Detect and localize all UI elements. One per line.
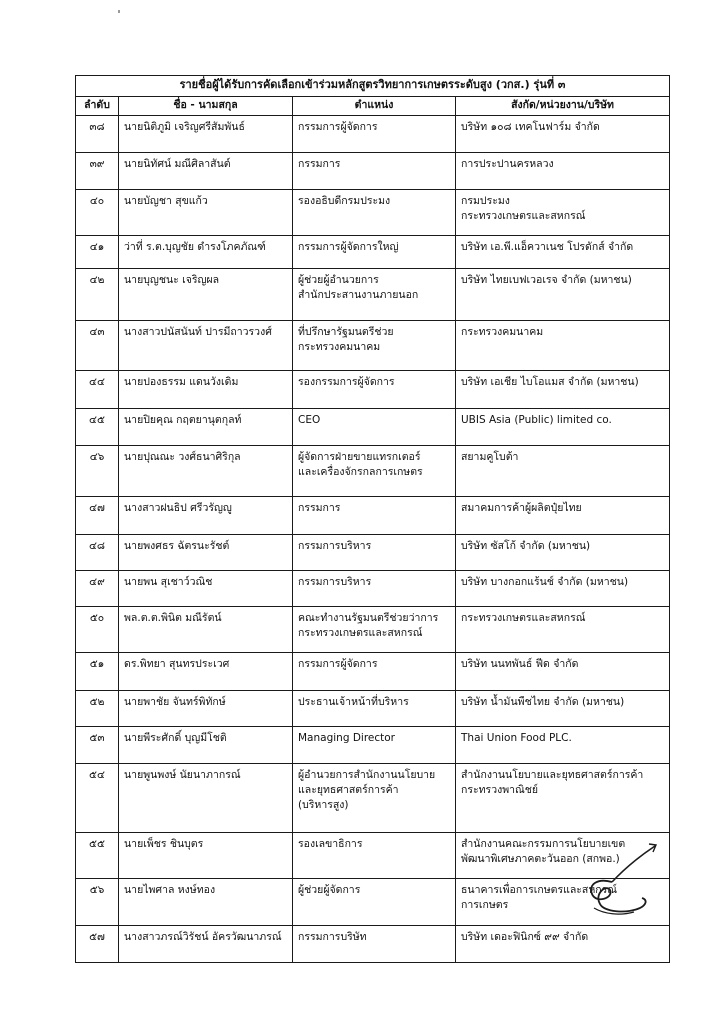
row-position bbox=[293, 153, 456, 190]
table-row bbox=[76, 446, 670, 497]
row-name: นางสาวปนัสนันท์ ปารมีถาวรวงศ์ bbox=[119, 321, 293, 371]
row-number: ๕๕ bbox=[76, 833, 119, 879]
row-name: นายพงศธร ฉัตรนะรัชต์ bbox=[119, 535, 293, 571]
organization-line: สมาคมการค้าผู้ผลิตปุ๋ยไทย bbox=[461, 502, 582, 514]
organization-line: สำนักงานคณะกรรมการนโยบายเขต bbox=[461, 838, 626, 850]
row-number: ๔๑ bbox=[76, 236, 119, 269]
position-line: ผู้ช่วยผู้จัดการ bbox=[298, 884, 361, 896]
row-organization bbox=[456, 727, 670, 764]
row-number: ๕๓ bbox=[76, 727, 119, 764]
position-line: สำนักประสานงานภายนอก bbox=[298, 289, 419, 301]
organization-line: การเกษตร bbox=[461, 899, 509, 911]
position-line: รองอธิบดีกรมประมง bbox=[298, 195, 391, 207]
row-position bbox=[293, 236, 456, 269]
row-position bbox=[293, 535, 456, 571]
row-name: นายพูนพงษ์ นัยนาภากรณ์ bbox=[119, 764, 293, 833]
row-organization bbox=[456, 269, 670, 321]
position-line: กรรมการบริหาร bbox=[298, 540, 372, 552]
organization-line: บริษัท ๑๐๘ เทคโนฟาร์ม จำกัด bbox=[461, 121, 600, 133]
row-number: ๔๕ bbox=[76, 409, 119, 446]
table-row bbox=[76, 727, 670, 764]
row-name: นายพน สุเชาว์วณิช bbox=[119, 571, 293, 607]
row-name: นายพีระศักดิ์ บุญมีโชติ bbox=[119, 727, 293, 764]
row-name: นางสาวภรณ์วิรัชน์ อัครวัฒนาภรณ์ bbox=[119, 926, 293, 963]
row-position bbox=[293, 607, 456, 653]
row-position bbox=[293, 190, 456, 236]
organization-line: กระทรวงเกษตรและสหกรณ์ bbox=[461, 210, 586, 222]
table-row bbox=[76, 236, 670, 269]
row-number: ๔๔ bbox=[76, 371, 119, 409]
organization-line: พัฒนาพิเศษภาคตะวันออก (สกพอ.) bbox=[461, 853, 620, 865]
row-organization bbox=[456, 571, 670, 607]
row-name: นายปิยคุณ กฤตยานุตกุลท์ bbox=[119, 409, 293, 446]
table-row bbox=[76, 371, 670, 409]
organization-line: บริษัท น้ำมันพืชไทย จำกัด (มหาชน) bbox=[461, 696, 625, 708]
row-number: ๔๐ bbox=[76, 190, 119, 236]
row-organization bbox=[456, 236, 670, 269]
position-line: กรรมการผู้จัดการ bbox=[298, 121, 378, 133]
organization-line: บริษัท ซัสโก้ จำกัด (มหาชน) bbox=[461, 540, 591, 552]
organization-line: สำนักงานนโยบายและยุทธศาสตร์การค้า bbox=[461, 769, 644, 781]
row-organization bbox=[456, 153, 670, 190]
row-number: ๔๙ bbox=[76, 571, 119, 607]
row-position bbox=[293, 571, 456, 607]
position-line: ประธานเจ้าหน้าที่บริหาร bbox=[298, 696, 409, 708]
organization-line: บริษัท ไทยเบฟเวอเรจ จำกัด (มหาชน) bbox=[461, 274, 632, 286]
row-name: นายไพศาล หงษ์ทอง bbox=[119, 879, 293, 926]
table-title: รายชื่อผู้ได้รับการคัดเลือกเข้าร่วมหลักสูตรวิทยาการเกษตรระดับสูง (วกส.) รุ่นที่ ๓ bbox=[76, 76, 670, 97]
position-line: กรรมการบริหาร bbox=[298, 576, 372, 588]
row-position bbox=[293, 497, 456, 535]
row-position bbox=[293, 879, 456, 926]
row-number: ๔๗ bbox=[76, 497, 119, 535]
row-organization bbox=[456, 190, 670, 236]
row-position bbox=[293, 833, 456, 879]
position-line: และยุทธศาสตร์การค้า bbox=[298, 784, 399, 796]
row-name: นายบัญชา สุขแก้ว bbox=[119, 190, 293, 236]
header-position: ตำแหน่ง bbox=[293, 97, 456, 116]
table-row bbox=[76, 321, 670, 371]
position-line: กรรมการ bbox=[298, 158, 341, 170]
organization-line: สยามคูโบต้า bbox=[461, 451, 519, 463]
organization-line: บริษัท นนทพันธ์ ฟีด จำกัด bbox=[461, 658, 579, 670]
row-position bbox=[293, 371, 456, 409]
row-name: นายปองธรรม แดนวังเดิม bbox=[119, 371, 293, 409]
table-row bbox=[76, 926, 670, 963]
header-number: ลำดับ bbox=[76, 97, 119, 116]
row-organization bbox=[456, 691, 670, 727]
row-organization bbox=[456, 371, 670, 409]
row-position bbox=[293, 269, 456, 321]
row-name: นายบุญชนะ เจริญผล bbox=[119, 269, 293, 321]
table-row bbox=[76, 409, 670, 446]
row-name: นายปุณณะ วงศ์ธนาศิริกุล bbox=[119, 446, 293, 497]
row-organization bbox=[456, 409, 670, 446]
row-position bbox=[293, 446, 456, 497]
table-row bbox=[76, 153, 670, 190]
row-number: ๕๑ bbox=[76, 653, 119, 691]
row-position bbox=[293, 691, 456, 727]
row-position bbox=[293, 727, 456, 764]
position-line: ผู้จัดการฝ่ายขายแทรกเตอร์ bbox=[298, 451, 421, 463]
position-line: ที่ปรึกษารัฐมนตรีช่วย bbox=[298, 326, 394, 338]
organization-line: กระทรวงพาณิชย์ bbox=[461, 784, 539, 796]
row-organization bbox=[456, 497, 670, 535]
organization-line: UBIS Asia (Public) limited co. bbox=[461, 414, 612, 426]
row-position bbox=[293, 653, 456, 691]
table-body bbox=[76, 116, 670, 963]
organization-line: บริษัท บางกอกแร้นช์ จำกัด (มหาชน) bbox=[461, 576, 629, 588]
row-organization bbox=[456, 116, 670, 153]
position-line: ผู้ช่วยผู้อำนวยการ bbox=[298, 274, 379, 286]
organization-line: Thai Union Food PLC. bbox=[461, 732, 572, 744]
position-line: และเครื่องจักรกลการเกษตร bbox=[298, 466, 423, 478]
row-number: ๔๘ bbox=[76, 535, 119, 571]
row-number: ๔๓ bbox=[76, 321, 119, 371]
table-row bbox=[76, 269, 670, 321]
table-row bbox=[76, 497, 670, 535]
table-row bbox=[76, 190, 670, 236]
position-line: รองกรรมการผู้จัดการ bbox=[298, 376, 395, 388]
position-line: คณะทำงานรัฐมนตรีช่วยว่าการ bbox=[298, 612, 439, 624]
organization-line: กรมประมง bbox=[461, 195, 510, 207]
position-line: กระทรวงคมนาคม bbox=[298, 341, 381, 353]
participants-table bbox=[75, 75, 670, 963]
row-number: ๕๔ bbox=[76, 764, 119, 833]
organization-line: บริษัท เอ.พี.แอ็ควาเนช โปรดักส์ จำกัด bbox=[461, 241, 634, 253]
organization-line: กระทรวงเกษตรและสหกรณ์ bbox=[461, 612, 586, 624]
table-row bbox=[76, 535, 670, 571]
position-line: ผู้อำนวยการสำนักงานนโยบาย bbox=[298, 769, 436, 781]
table-row bbox=[76, 764, 670, 833]
row-name: ดร.พิทยา สุนทรประเวศ bbox=[119, 653, 293, 691]
row-organization bbox=[456, 653, 670, 691]
row-number: ๓๘ bbox=[76, 116, 119, 153]
row-number: ๕๐ bbox=[76, 607, 119, 653]
position-line: กรรมการผู้จัดการใหญ่ bbox=[298, 241, 399, 253]
table-row bbox=[76, 691, 670, 727]
row-name: นางสาวฝนธิป ศรีวรัญญู bbox=[119, 497, 293, 535]
row-number: ๔๒ bbox=[76, 269, 119, 321]
row-number: ๓๙ bbox=[76, 153, 119, 190]
table-row bbox=[76, 571, 670, 607]
organization-line: กระทรวงคมนาคม bbox=[461, 326, 544, 338]
row-name: ว่าที่ ร.ต.บุญชัย ดำรงโภคภัณฑ์ bbox=[119, 236, 293, 269]
position-line: กรรมการบริษัท bbox=[298, 931, 367, 943]
position-line: Managing Director bbox=[298, 732, 396, 744]
header-name: ชื่อ - นามสกุล bbox=[119, 97, 293, 116]
row-number: ๕๒ bbox=[76, 691, 119, 727]
row-number: ๕๗ bbox=[76, 926, 119, 963]
row-organization bbox=[456, 321, 670, 371]
row-name: นายเพ็ชร ชินบุตร bbox=[119, 833, 293, 879]
position-line: กระทรวงเกษตรและสหกรณ์ bbox=[298, 627, 423, 639]
row-position bbox=[293, 116, 456, 153]
row-organization bbox=[456, 446, 670, 497]
scan-speck bbox=[118, 10, 120, 13]
handwritten-signature bbox=[580, 838, 660, 918]
organization-line: บริษัท เดอะฟินิกซ์ ๙๙ จำกัด bbox=[461, 931, 589, 943]
organization-line: ธนาคารเพื่อการเกษตรและสหกรณ์ bbox=[461, 884, 617, 896]
position-line: CEO bbox=[298, 414, 321, 426]
row-organization bbox=[456, 926, 670, 963]
row-organization bbox=[456, 607, 670, 653]
row-name: พล.ต.ต.พินิต มณีรัตน์ bbox=[119, 607, 293, 653]
row-number: ๔๖ bbox=[76, 446, 119, 497]
position-line: กรรมการผู้จัดการ bbox=[298, 658, 378, 670]
row-organization bbox=[456, 764, 670, 833]
row-name: นายนิติภูมิ เจริญศรีสัมพันธ์ bbox=[119, 116, 293, 153]
organization-line: การประปานครหลวง bbox=[461, 158, 554, 170]
organization-line: บริษัท เอเชีย ไบโอแมส จำกัด (มหาชน) bbox=[461, 376, 639, 388]
row-position bbox=[293, 409, 456, 446]
row-number: ๕๖ bbox=[76, 879, 119, 926]
row-position bbox=[293, 321, 456, 371]
table-row bbox=[76, 116, 670, 153]
position-line: รองเลขาธิการ bbox=[298, 838, 363, 850]
position-line: กรรมการ bbox=[298, 502, 341, 514]
table-row bbox=[76, 653, 670, 691]
row-position bbox=[293, 764, 456, 833]
row-position bbox=[293, 926, 456, 963]
header-organization: สังกัด/หน่วยงาน/บริษัท bbox=[456, 97, 670, 116]
row-name: นายนิทัศน์ มณีศิลาสันต์ bbox=[119, 153, 293, 190]
row-name: นายพาชัย จันทร์พิทักษ์ bbox=[119, 691, 293, 727]
position-line: (บริหารสูง) bbox=[298, 799, 349, 811]
table-row bbox=[76, 607, 670, 653]
row-organization bbox=[456, 535, 670, 571]
